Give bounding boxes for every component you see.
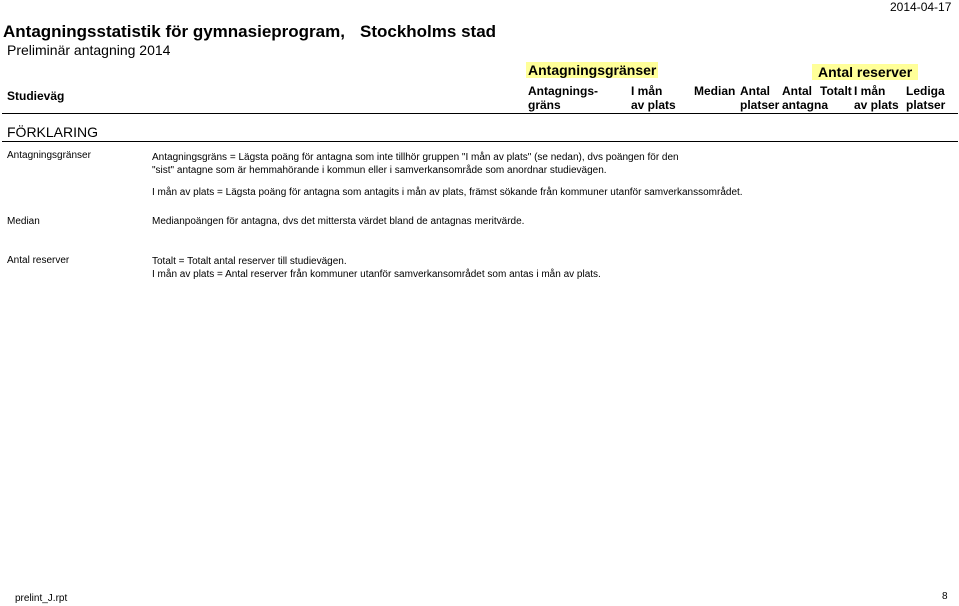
- forklaring-heading: FÖRKLARING: [7, 124, 99, 140]
- definition-line: Antagningsgräns = Lägsta poäng för antagna som inte tillhör gruppen "I mån av plats" (se nedan), dvs poängen för den: [152, 152, 679, 163]
- report-city: Stockholms stad: [360, 22, 497, 41]
- footer-page-number: 8: [942, 591, 948, 602]
- column-header-median: Median: [694, 84, 736, 98]
- column-header-studievag: Studieväg: [7, 89, 65, 103]
- column-header-antal-platser: [740, 84, 779, 112]
- group-header-antal-reserver: Antal reserver: [812, 64, 918, 80]
- definition-antal-reserver: [152, 255, 601, 281]
- report-subtitle: Preliminär antagning 2014: [7, 42, 171, 58]
- report-title: Antagningsstatistik för gymnasieprogram,: [3, 22, 345, 41]
- column-header-iman-av-plats: [631, 84, 676, 112]
- lediga-line2: platser: [906, 98, 946, 112]
- antagningsgrans-line1: Antagnings-: [528, 84, 598, 98]
- definition-antagningsgranser: [152, 151, 679, 177]
- antal-antagna-line2: antagna: [782, 98, 829, 112]
- definition-median: Medianpoängen för antagna, dvs det mittersta värdet bland de antagnas meritvärde.: [152, 216, 525, 227]
- column-header-antagningsgrans: [528, 84, 598, 112]
- term-antagningsgranser: Antagningsgränser: [7, 150, 91, 161]
- antal-antagna-line1: Antal: [782, 84, 812, 98]
- antal-platser-line1: Antal: [740, 84, 770, 98]
- column-header-totalt: Totalt: [820, 84, 852, 98]
- definition-line: Totalt = Totalt antal reserver till studievägen.: [152, 256, 347, 267]
- group-header-antagningsgranser: Antagningsgränser: [528, 62, 657, 78]
- iman-line1: I mån: [631, 84, 663, 98]
- definition-line: I mån av plats = Antal reserver från kommuner utanför samverkansområdet som antas i mån av plats.: [152, 269, 601, 280]
- term-median: Median: [7, 216, 40, 227]
- iman-line2: av plats: [631, 98, 676, 112]
- reserv-iman-line1: I mån: [854, 84, 886, 98]
- forklaring-rule: [2, 141, 958, 142]
- footer-filename: prelint_J.rpt: [15, 593, 68, 604]
- reserv-iman-line2: av plats: [854, 98, 899, 112]
- column-header-lediga-platser: [906, 84, 945, 112]
- antal-platser-line2: platser: [740, 98, 780, 112]
- report-date: 2014-04-17: [890, 0, 952, 14]
- column-header-reserv-iman: [854, 84, 899, 112]
- header-rule: [2, 113, 958, 114]
- term-antal-reserver: Antal reserver: [7, 255, 70, 266]
- definition-iman-av-plats: I mån av plats = Lägsta poäng för antagna som antagits i mån av plats, främst sökande från kommuner utanför samverkanssområdet.: [152, 187, 743, 198]
- antagningsgrans-line2: gräns: [528, 98, 561, 112]
- definition-line: "sist" antagne som är hemmahörande i kommun eller i samverkansområde som anordnar studievägen.: [152, 165, 607, 176]
- lediga-line1: Lediga: [906, 84, 945, 98]
